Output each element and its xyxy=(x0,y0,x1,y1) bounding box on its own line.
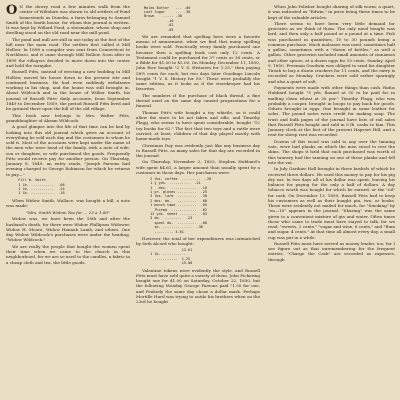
ledger-line: 1 bunch tape ......... .05 xyxy=(148,203,208,208)
ledger-line: Fill W. Smith xyxy=(14,178,61,183)
body-paragraph: We are really the people that bought the women spent their time when we came to the church in this neighborhood, for we are so used to the candles, a fabric in a cheap cloth and tea, the little goods. xyxy=(6,243,130,265)
body-paragraph: Christmas Day was evidently just like any business day to Russell Pitts, as many sales for that day are recorded in the journal. xyxy=(136,142,260,158)
body-paragraph: The numbers if the purchase of black thread, a fine thread used on the same day caused preparations for a funeral. xyxy=(136,92,260,109)
ledger-entry xyxy=(144,6,260,32)
body-paragraph: When John Polisher bought sharing of silk worm, a quart, it was indicated as "Edwin," in price being these times to be kept of the valuable articles. xyxy=(268,4,395,20)
left-column xyxy=(6,4,130,398)
ledger-entry xyxy=(148,177,260,234)
body-paragraph: There seems to have been very little demand for groceries as we think of them. The only meal bought was lard, and then only a half pound or a pound at a time. Fish was purchased in quantities, 10 to 30 pounds being a common purchase. Much molasses was used, sometimes half a gallon, sometimes with a "dozen of kettles," as well a gallon. Other groceries included small amounts of cinnamon and other spices, at a dozen eggs for 15 cents. Sunday, April 9, 1850, Freeman Goodwin was obliged to send his daughter Tirzah to buy a dozen crackers for 11 cents, and the entry is recorded as Monday. Crackers were sold rather sparingly and also a quart of salt. xyxy=(268,20,395,84)
ledger-line: 1 doz. ............ .10 xyxy=(148,185,208,190)
ledger-line: Loaf Sugar ... .38 xyxy=(144,9,191,14)
drop-cap: O xyxy=(6,4,18,18)
quoted-entry: "Mrs. Smith Widow Tea for ... 23 ¢ 1.85" xyxy=(25,209,111,215)
body-paragraph: Widow was, we have been the 18th and after the husband's death, for there were Widow Phillipses Widower, Widow H. Moore, Widow Hannah Lamb, and others. One day Widow Wildcock's purchases were under the heading, "Widow Wildcock." xyxy=(6,216,130,243)
body-paragraph: Payments were made with other things than cash. Rufus Hubbard bought "5 yds. flannel at 30 to be paid for in mulling clean wheat at 30 per." Timothy Flagg, who was probably a cooper, brought in hoops to pay back for goods. Others brought in eggs. One brought in some leather for soles. The pound notes were credit for making soap. The trust and bulk pages of the journal have lists of rail sales that Russell Pitts bought and sold in 5 lb. casks to him. This January clock at the foot of the present Hapeset Hill, and a rent for sheep rent was recorded. xyxy=(268,85,395,138)
right-column xyxy=(268,4,395,398)
ledger-total: ......... 4.61 xyxy=(148,229,184,234)
ledger-line: Thread ............ .02 xyxy=(148,207,208,212)
ledger-line: 1 ¼ yds. .......... .21 xyxy=(148,181,201,186)
ledger-line: 1 lb. ........... .16 xyxy=(14,191,65,196)
ledger-line: 12.61 xyxy=(148,247,193,252)
body-paragraph: Valentine tokens were evidently the style, and Russell Pitts must have sold quite a variety of them. John Pickering bought one for $1.00 on Saturday, October 22, 1850, but the following Monday George Parsons paid "1.50 for one, and Peabody the same day chose a dollar mark. Perhaps Mortille Hurd was trying to outdo his brothers when on the 23rd he bought xyxy=(136,267,260,305)
ledger-line: 2 lbs. coffee ......... .26 xyxy=(148,176,212,181)
body-paragraph: The pond and mill are still in use today at the foot of the hill near the main road. The settlers first called it Mill Hollow. In 1898 a compiler was sent from Connecticut to Northboro, and it came through Mill Hollow. Soon after in 1899 the villagers decided to move down into the center and hold the turnpike. xyxy=(6,36,130,68)
body-paragraph: A good glimpse into the life of that time can be had by looking into this old journal which gives an account of everything he sold each day and the customers to whom he sold it. Most of the accounts were kept under the name of the men who were head of the family, with a note of wife, son or daughter, or wife purchased the goods. Frequently Pitts would receive pay for another person. On Thursday, January 8, 1849, an entry reads, "Joseph Parsons had evening charged to George Robinson for which he returns to pay—" xyxy=(6,124,130,177)
body-paragraph: In July Gardner Hall brought in three bushels of which he received three dollars. He used this money to pay for his pig dry eat. In two days all of his dollar was spent, leaving his balance for paying for the only a half of dollars. A day tobacco worth was bought for which he earned, or the "oil" for cash. On December 13, 1850, Russell Pitts had to keep his customers as well as their bought pin, two, or books. These were evidently not mailed for much, for "Smoking" by "en—10" appears in the journal. "Sharing" was the same given to a convenient mixture of gin and water. Often times those who came to trade must have stayed to talk, for we read, "sweets, 2 cents," "sugar and wine, 8 cents," and "Rum and sugar, 4 cents." At that time all almost every day, a small cup was put in a while. xyxy=(268,166,395,240)
ledger-entry xyxy=(148,248,260,266)
opening-paragraph: O N the dowry road a few minutes walk from the center of Wiltshire was shown to old settlers of Pond homesteads as Dunelm, a farm belonging to Samuel Smith of the Smith house, for whom this journal is written. It was kept by Willard Pond, a shoemaker, whose shop and dwelling stood on the old road near the mill pond. xyxy=(6,4,130,36)
ledger-line: 1 lb. ........... xyxy=(148,252,186,257)
ledger-entry xyxy=(14,178,130,196)
body-paragraph: However, the total of her expenditures was outmatched by Seth Alcord who bought: xyxy=(136,235,260,247)
ledger-line: .10 xyxy=(144,18,174,23)
body-paragraph: We are reminded that spelling bees were a favorite means of amusement, when we find that many spelling books were sold. Practically every family purchased one because then a spelling book cost only 12 cents. A Testament could be purchased for 37 cents or 38 cents, or a Bible for $1.00 to $2.00. On Monday, December 11, 1850, John Rice bought "2 Y. S. Histories for 1.25," then paying 58½ cents for each; but two days later Goodings Lincoln bought "1 Y. S. History for 50." These were probably the same edition, as it looks as if the storekeeper had his favorites. xyxy=(136,33,260,92)
ledger-line: 1 pr. gloves ......... .25 xyxy=(148,189,208,194)
ledger-line: Brown ..... .38 xyxy=(144,14,182,19)
body-paragraph: Thomas Pitt's wife bought a toy whistle, so it could allow the store to be not taken and rifle, and Timothy Flagg, who seems to have spent considerable, bought "12 toy books for 62." The fact that two toys and a rattle were carried, at least, children of that day played mostly with home-made toys. xyxy=(136,109,260,142)
ledger-line: sk. .............. .38 xyxy=(148,225,203,230)
ledger-line: ........... 1.25 xyxy=(148,256,191,261)
body-paragraph: Russell Pitts must have served as money lender, too, for I see figure out as that unremembering for the frequent entries, "Charge the Cash" are recorded as expenses, through xyxy=(268,240,395,262)
body-paragraph: When Widow Smith, Wallace, was bought a bill, a note was made: xyxy=(6,197,130,209)
ledger-line: 3 lbs. lard ......... .30 xyxy=(148,194,208,199)
body-paragraph: This book now belongs to Mrs. Walter Pitts, granddaughter of Abram Wildcock. xyxy=(6,112,130,123)
body-paragraph: Dozens of this wood was sold to any over the tanning vats, were laid planks on which the men stood to rest the skins. The shops it held that each purchased was worth of this tannery had the tanning on one of these planks and fell into the vat. xyxy=(268,138,395,165)
body-paragraph: On Thursday, November 2, 1853, Stephen Hubbard's wife spent $4.61, a larger amount than usually spent by a customer in those days. Her purchases were: xyxy=(136,159,260,175)
ledger-line: spool do. ......... .08 xyxy=(148,220,208,225)
ledger-line: .02 xyxy=(144,23,174,28)
ledger-line: Molds Butter ... .06 xyxy=(144,5,191,10)
ledger-line: 1 lb. ........... .24 xyxy=(14,187,65,192)
ledger-line: 1 lb. ........... .06 xyxy=(14,182,65,187)
body-paragraph: Russell Pitts, instead of erecting a new building in Mill Hollow, moved his house down to the present site and continued business. He had even suddenly withdrawn working in his shop, and the house was still brought in. About Wildcock and in the house of Wilber Smith, his journal of Russell Pitts' daily accounts, from September 1849 to December 1859, the period Russell Pitts lived and he grinned there upon the hill of the old village. xyxy=(6,69,130,112)
middle-column xyxy=(136,4,260,398)
ledger-line: 2 doz. do. ......... .08 xyxy=(148,198,208,203)
ledger-line: 12 yds. sheet ........ .83 xyxy=(148,211,208,216)
ledger-line: 3 do. ........ .23 xyxy=(148,216,193,221)
ledger-line: .05 xyxy=(144,27,174,32)
ledger-total: 15.00 xyxy=(148,261,193,266)
